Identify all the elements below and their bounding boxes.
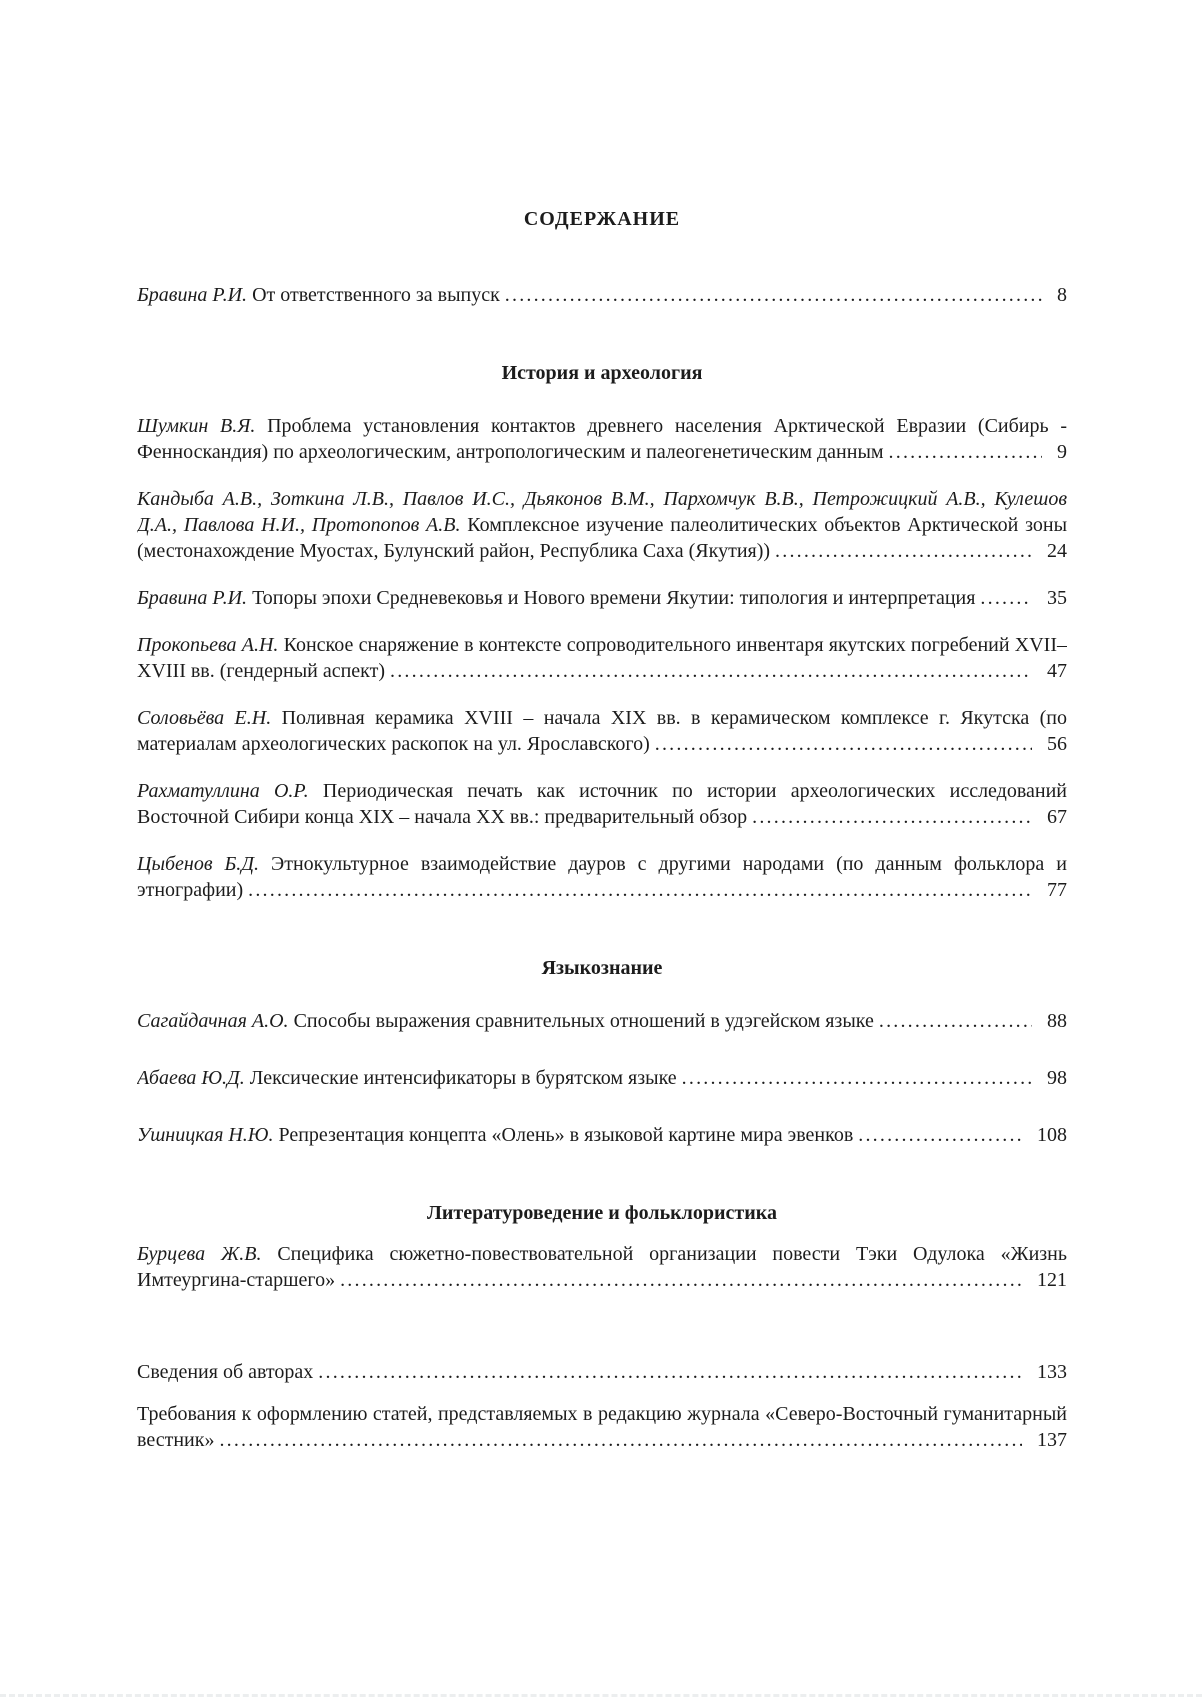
- toc-entry: [137, 413, 1067, 465]
- entry-title: Требования к оформлению статей, представляемых в редакцию журнала «Северо-Восточный гуманитарный вестник»: [137, 1403, 1067, 1451]
- toc-entry: [137, 1241, 1067, 1293]
- toc-entry: [137, 585, 1067, 611]
- entry-authors: Абаева Ю.Д.: [137, 1067, 245, 1089]
- entry-title: Периодическая печать как источник по истории археологических исследований Восточной Сибири конца XIX – начала XX вв.: предварительный обзор: [137, 780, 1067, 828]
- page-number: 108: [1022, 1122, 1067, 1148]
- toc-entry: [137, 778, 1067, 830]
- scan-edge-dashes: [0, 1694, 1202, 1697]
- page-number: 121: [1022, 1267, 1067, 1293]
- toc-entry-authors-info: [137, 1359, 1067, 1385]
- page-number: 35: [1032, 585, 1067, 611]
- entry-authors: Ушницкая Н.Ю.: [137, 1124, 274, 1146]
- entry-title: Репрезентация концепта «Олень» в языковой картине мира эвенков: [278, 1124, 854, 1146]
- entry-title: Способы выражения сравнительных отношений в удэгейском языке: [293, 1010, 874, 1032]
- toc-entry: [137, 486, 1067, 564]
- page-number: 77: [1032, 877, 1067, 903]
- toc-entry: [137, 1008, 1067, 1034]
- entry-authors: Соловьёва Е.Н.: [137, 707, 272, 729]
- section-heading-literature-folklore: Литературоведение и фольклористика: [427, 1202, 777, 1224]
- section-heading-linguistics: Языкознание: [541, 957, 663, 979]
- entry-title: Поливная керамика XVIII – начала XIX вв. в керамическом комплексе г. Якутска (по материалам археологических раскопок на ул. Ярославского): [137, 707, 1067, 755]
- entry-authors: Сагайдачная А.О.: [137, 1010, 289, 1032]
- entry-authors: Бравина Р.И.: [137, 587, 248, 609]
- contents-title: СОДЕРЖАНИЕ: [523, 208, 681, 230]
- page-number: 56: [1032, 731, 1067, 757]
- entry-title: От ответственного за выпуск: [252, 284, 500, 306]
- page-number: 24: [1032, 538, 1067, 564]
- page-number: 8: [1042, 282, 1067, 308]
- entry-title: Лексические интенсификаторы в бурятском языке: [249, 1067, 677, 1089]
- entry-authors: Бурцева Ж.В.: [137, 1243, 262, 1265]
- entry-title: Топоры эпохи Средневековья и Нового времени Якутии: типология и интерпретация: [252, 587, 976, 609]
- toc-entry: [137, 851, 1067, 903]
- page-number: 133: [1022, 1359, 1067, 1385]
- entry-title: Этнокультурное взаимодействие дауров с другими народами (по данным фольклора и этнографии): [137, 853, 1067, 901]
- toc-entry: [137, 1065, 1067, 1091]
- entry-title: Специфика сюжетно-повествовательной организации повести Тэки Одулока «Жизнь Имтеургина-старшего»: [137, 1243, 1067, 1291]
- entry-authors: Шумкин В.Я.: [137, 415, 256, 437]
- entry-authors: Цыбенов Б.Д.: [137, 853, 260, 875]
- section-heading-history-archaeology: История и археология: [501, 362, 703, 384]
- entry-title: Конское снаряжение в контексте сопроводительного инвентаря якутских погребений XVII–XVIII вв. (гендерный аспект): [137, 634, 1067, 682]
- entry-authors: Кандыба А.В., Зоткина Л.В., Павлов И.С., Дьяконов В.М., Пархомчук В.В., Петрожицкий А.В., Кулешов Д.А., Павлова Н.И., Протопопов А.В.: [137, 488, 1067, 536]
- entry-authors: Прокопьева А.Н.: [137, 634, 279, 656]
- page-number: 137: [1022, 1427, 1067, 1453]
- entry-title: Сведения об авторах: [137, 1361, 314, 1383]
- toc-entry: [137, 705, 1067, 757]
- toc-entry: [137, 1122, 1067, 1148]
- entry-title: Проблема установления контактов древнего населения Арктической Евразии (Сибирь - Фенноскандия) по археологическим, антропологическим и палеогенетическим данным: [137, 415, 1067, 463]
- toc-entry: [137, 632, 1067, 684]
- toc-entry-submission-requirements: [137, 1401, 1067, 1453]
- entry-title: Комплексное изучение палеолитических объектов Арктической зоны (местонахождение Муостах, Булунский район, Республика Саха (Якутия)): [137, 514, 1067, 562]
- entry-authors: Рахматуллина О.Р.: [137, 780, 309, 802]
- page-number: 98: [1032, 1065, 1067, 1091]
- page-number: 67: [1032, 804, 1067, 830]
- section-linguistics: [137, 955, 1067, 1148]
- page-number: 47: [1032, 658, 1067, 684]
- page-number: 9: [1042, 439, 1067, 465]
- toc-entry: [137, 282, 1067, 308]
- entry-authors: Бравина Р.И.: [137, 284, 248, 306]
- page-number: 88: [1032, 1008, 1067, 1034]
